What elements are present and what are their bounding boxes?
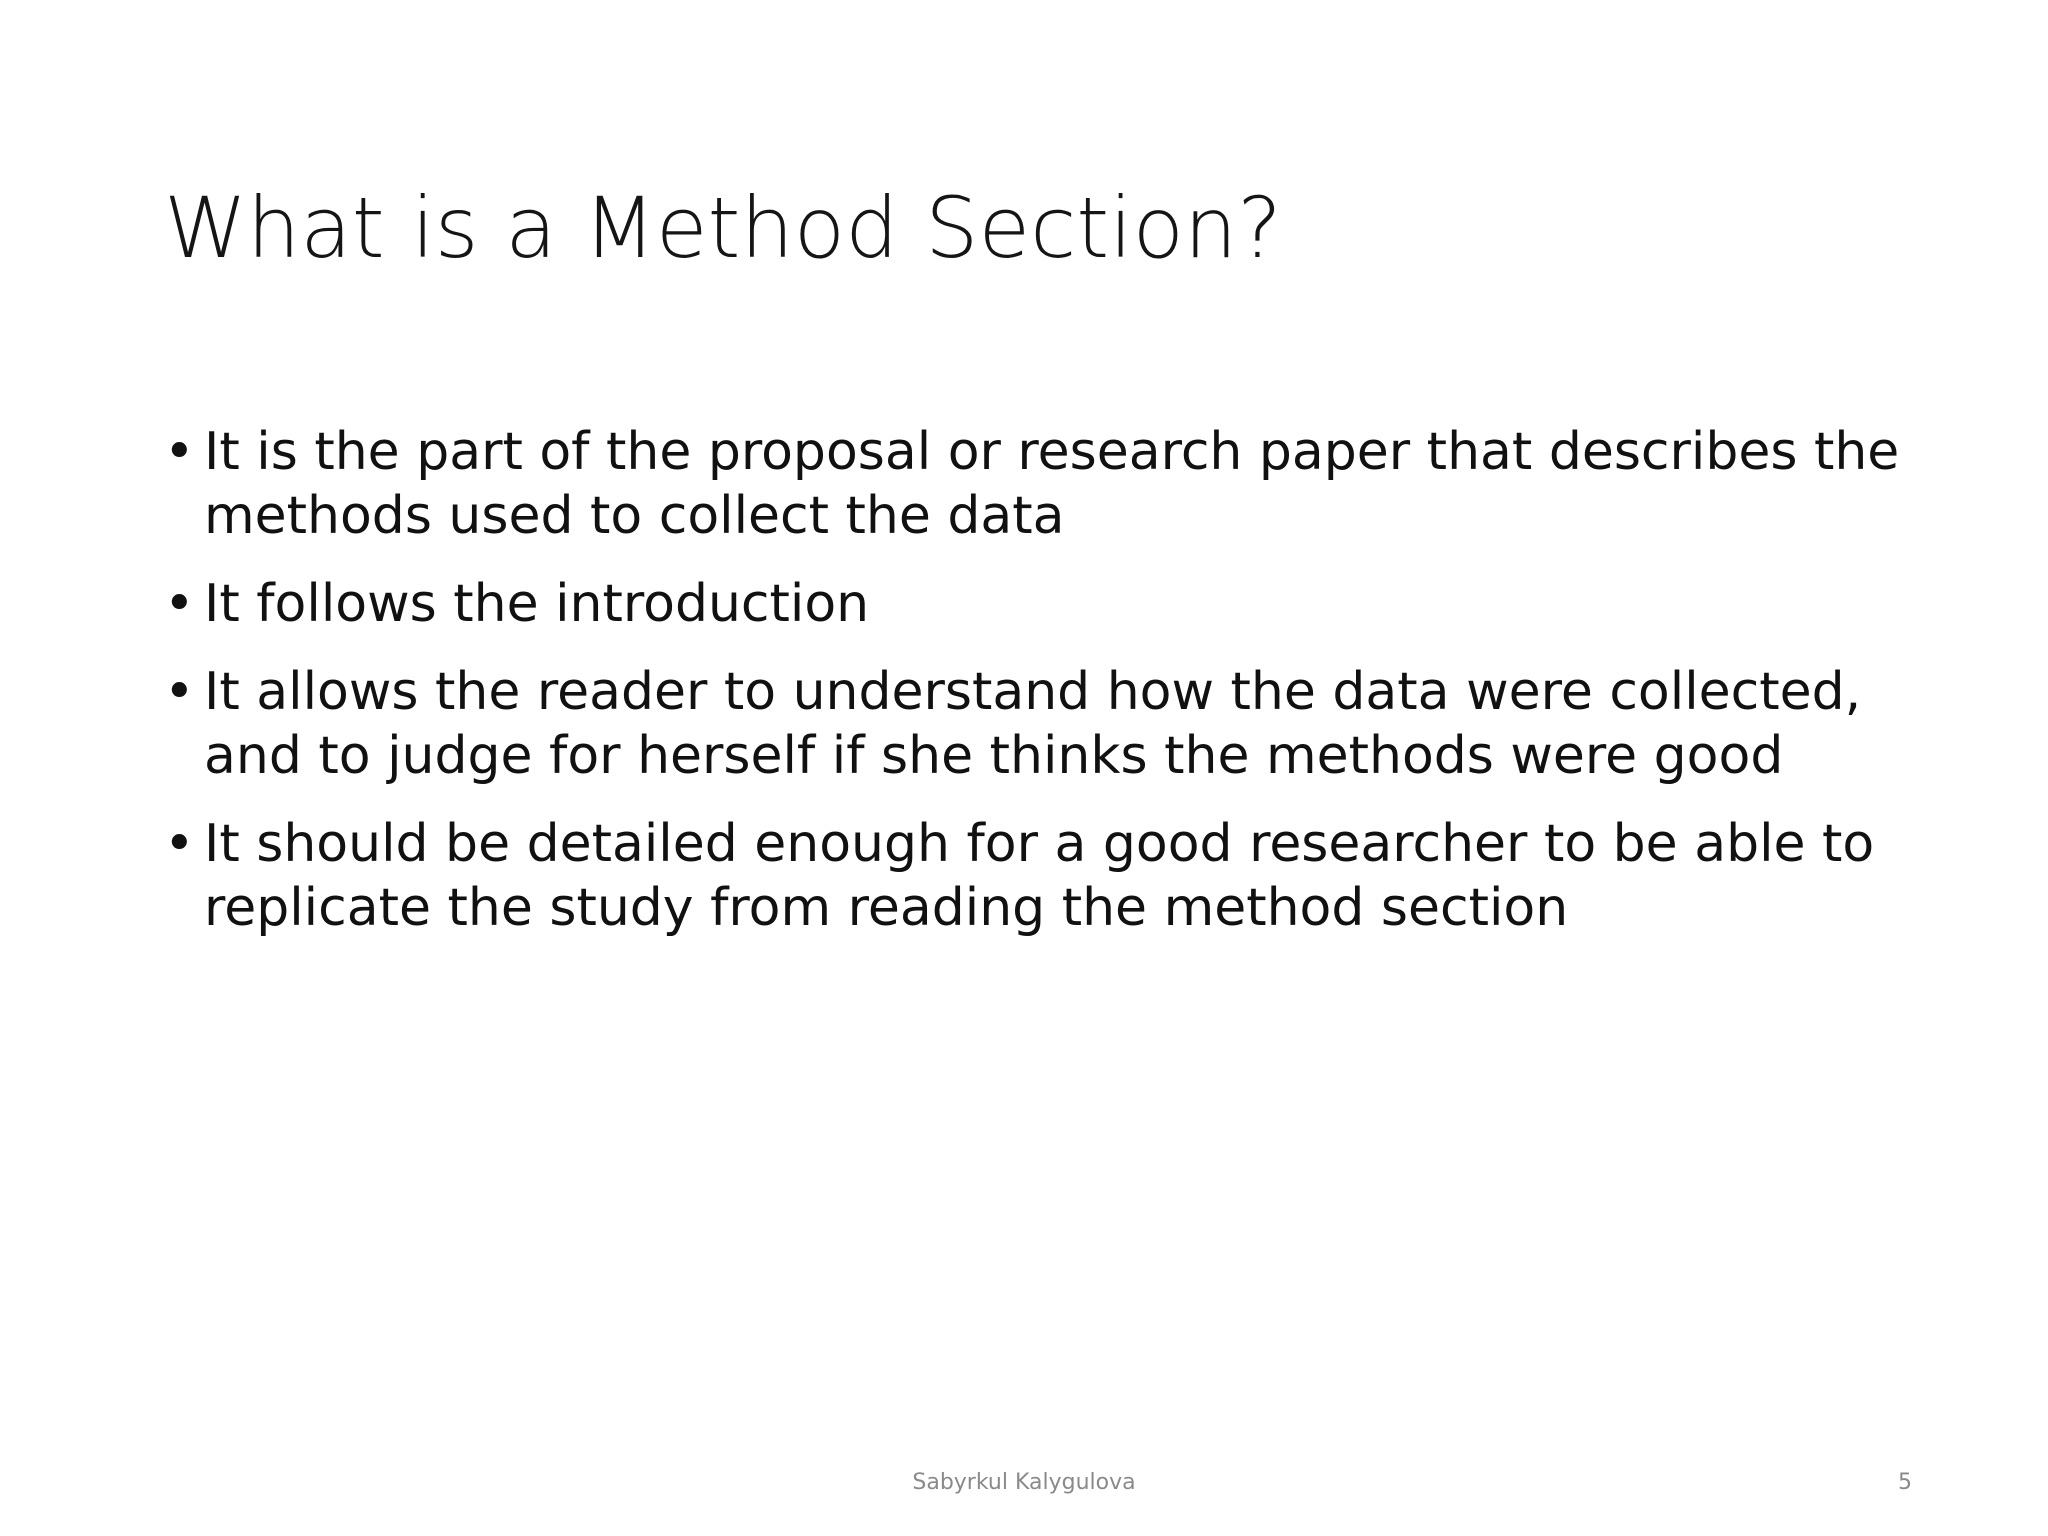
bullet-marker: • [164, 814, 195, 874]
bullet-marker: • [164, 662, 195, 722]
bullet-list [164, 420, 1924, 964]
bullet-item [164, 812, 1924, 940]
bullet-text: It allows the reader to understand how the data were collected, and to judge for herself if she thinks the methods were good [204, 662, 1862, 786]
footer-author: Sabyrkul Kalygulova [912, 1470, 1136, 1495]
page-number: 5 [1898, 1470, 1912, 1495]
bullet-item [164, 660, 1924, 788]
bullet-text: It follows the introduction [204, 574, 870, 634]
bullet-text: It should be detailed enough for a good researcher to be able to replicate the study from reading the method section [204, 814, 1875, 938]
bullet-text: It is the part of the proposal or research paper that describes the methods used to collect the data [204, 422, 1900, 546]
slide-title: What is a Method Section? [164, 179, 1282, 277]
bullet-marker: • [164, 422, 195, 482]
bullet-item [164, 572, 1924, 636]
bullet-marker: • [164, 574, 195, 634]
bullet-item [164, 420, 1924, 548]
